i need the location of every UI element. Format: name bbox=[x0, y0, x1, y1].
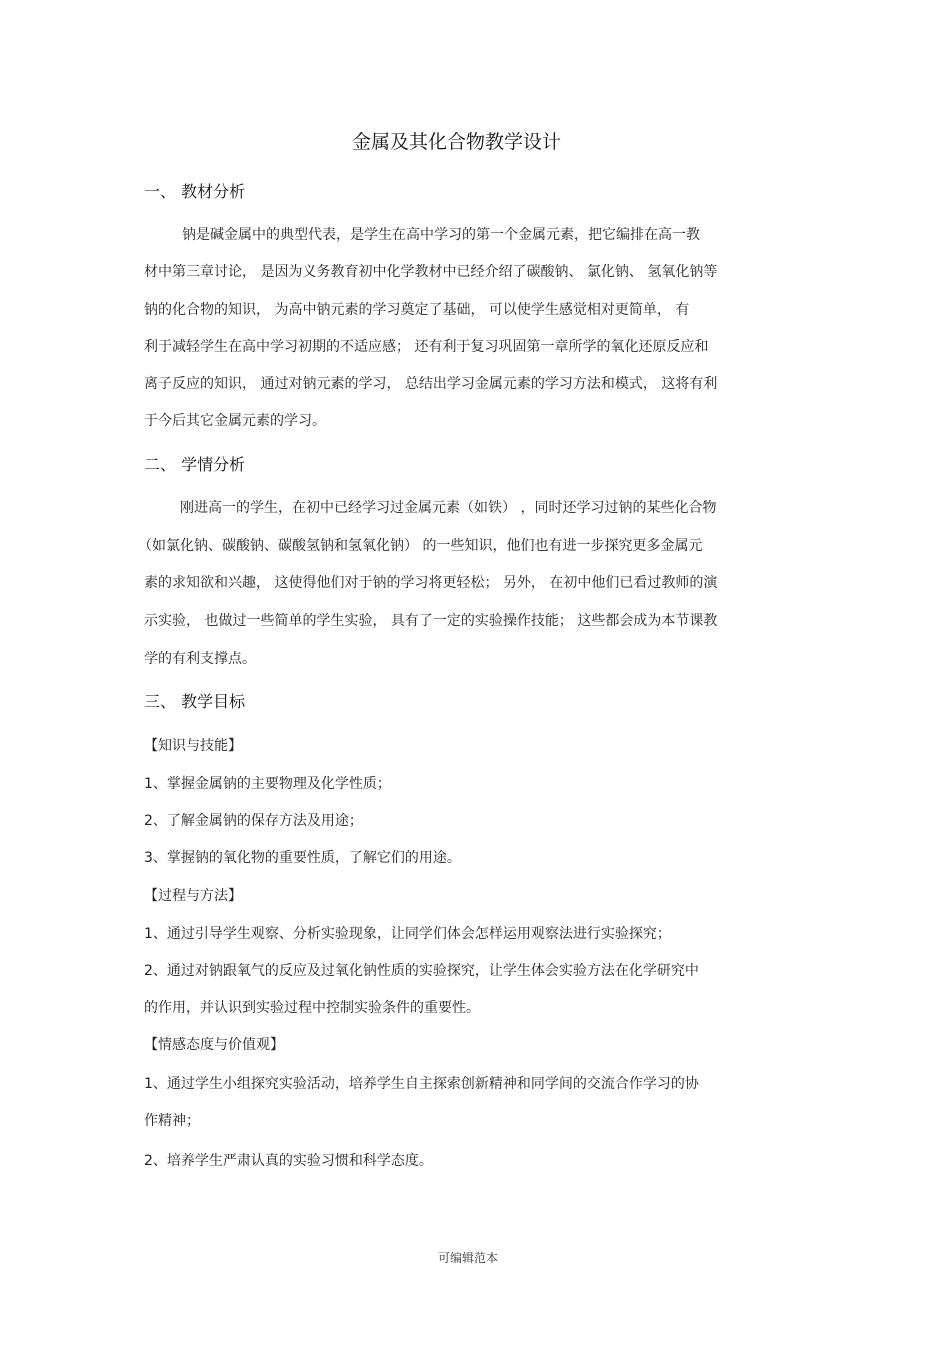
paragraph-line: 示实验， 也做过一些简单的学生实验， 具有了一定的实验操作技能； 这些都会成为本节课教 bbox=[144, 613, 718, 629]
subsection-label-process: 【过程与方法】 bbox=[144, 888, 242, 904]
list-item: 3、掌握钠的氧化物的重要性质，了解它们的用途。 bbox=[144, 850, 461, 866]
paragraph-line: 刚进高一的学生，在初中已经学习过金属元素（如铁） ，同时还学习过钠的某些化合物 bbox=[180, 500, 717, 516]
paragraph-line: 离子反应的知识， 通过对钠元素的学习， 总结出学习金属元素的学习方法和模式， 这将有利 bbox=[144, 376, 718, 392]
paragraph-line: 钠的化合物的知识， 为高中钠元素的学习奠定了基础， 可以使学生感觉相对更简单， 有 bbox=[144, 302, 690, 318]
page-footer: 可编辑范本 bbox=[438, 1251, 499, 1265]
paragraph-line: （如氯化钠、碳酸钠、碳酸氢钠和氢氧化钠） 的一些知识，他们也有进一步探究更多金属元 bbox=[138, 538, 703, 554]
list-item: 2、了解金属钠的保存方法及用途； bbox=[144, 813, 363, 829]
list-item: 1、通过学生小组探究实验活动，培养学生自主探索创新精神和同学间的交流合作学习的协 bbox=[144, 1076, 699, 1092]
paragraph-line: 材中第三章讨论， 是因为义务教育初中化学教材中已经介绍了碳酸钠、 氯化钠、 氢氧化钠等 bbox=[144, 264, 718, 280]
paragraph-line: 利于减轻学生在高中学习初期的不适应感； 还有利于复习巩固第一章所学的氧化还原反应和 bbox=[144, 339, 709, 355]
document-title: 金属及其化合物教学设计 bbox=[352, 131, 562, 153]
subsection-label-knowledge: 【知识与技能】 bbox=[144, 738, 242, 754]
paragraph-line: 于今后其它金属元素的学习。 bbox=[144, 413, 326, 429]
list-item: 1、掌握金属钠的主要物理及化学性质； bbox=[144, 776, 391, 792]
list-item: 1、通过引导学生观察、分析实验现象，让同学们体会怎样运用观察法进行实验探究； bbox=[144, 926, 671, 942]
section-heading-teaching-objectives: 三、 教学目标 bbox=[144, 692, 246, 711]
section-heading-student-analysis: 二、 学情分析 bbox=[144, 455, 246, 474]
paragraph-line: 素的求知欲和兴趣， 这使得他们对于钠的学习将更轻松； 另外， 在初中他们已看过教师的演 bbox=[144, 575, 718, 591]
section-heading-textbook-analysis: 一、 教材分析 bbox=[144, 182, 246, 201]
list-item: 作精神； bbox=[144, 1113, 200, 1129]
subsection-label-emotion: 【情感态度与价值观】 bbox=[144, 1037, 284, 1053]
list-item: 2、培养学生严肃认真的实验习惯和科学态度。 bbox=[144, 1153, 433, 1169]
paragraph-line: 钠是碱金属中的典型代表，是学生在高中学习的第一个金属元素，把它编排在高一教 bbox=[182, 227, 700, 243]
list-item: 的作用，并认识到实验过程中控制实验条件的重要性。 bbox=[144, 1000, 480, 1016]
paragraph-line: 学的有利支撑点。 bbox=[144, 651, 256, 667]
list-item: 2、通过对钠跟氧气的反应及过氧化钠性质的实验探究，让学生体会实验方法在化学研究中 bbox=[144, 963, 699, 979]
